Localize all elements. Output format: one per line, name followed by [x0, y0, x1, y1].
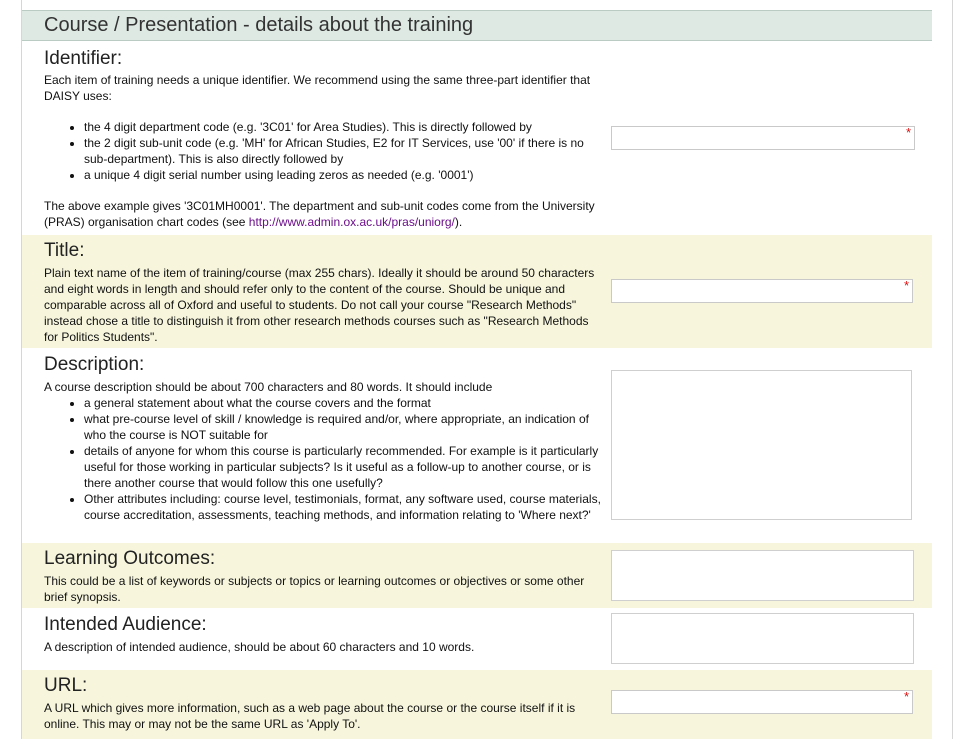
identifier-outro-end: ).	[454, 215, 463, 229]
required-marker: *	[903, 689, 909, 704]
title-heading: Title:	[44, 240, 85, 261]
intended-audience-description: A description of intended audience, should be about 60 characters and 10 words.	[44, 640, 475, 654]
list-item: • the 2 digit sub-unit code (e.g. 'MH' for African Studies, E2 for IT Services, use '00' if there is no sub-department). This is also directly followed by	[84, 135, 604, 167]
section-header	[22, 10, 932, 41]
list-item: • Other attributes including: course level, testimonials, format, any software used, course materials, course accreditation, assessments, teaching methods, and information relating to 'Where next?'	[84, 491, 604, 523]
learning-outcomes-textarea[interactable]	[611, 550, 914, 601]
url-section	[22, 670, 932, 739]
list-item: • the 4 digit department code (e.g. '3C01' for Area Studies). This is directly followed by	[84, 119, 604, 135]
list-item: • a general statement about what the course covers and the format	[84, 395, 604, 411]
list-item: • what pre-course level of skill / knowledge is required and/or, where appropriate, an indication of who the course is NOT suitable for	[84, 411, 604, 443]
identifier-section	[22, 44, 932, 234]
list-item: • details of anyone for whom this course is particularly recommended. For example is it particularly useful for those working in particular subjects? Is it useful as a follow-up to another course, or is there another course that would follow this one usefully?	[84, 443, 604, 491]
description-intro: A course description should be about 700 characters and 80 words. It should include	[44, 380, 493, 394]
list-item: • a unique 4 digit serial number using leading zeros as needed (e.g. '0001')	[84, 167, 604, 183]
description-help	[44, 379, 604, 523]
intended-audience-section	[22, 609, 932, 669]
description-bullets	[44, 395, 604, 523]
url-input[interactable]	[611, 690, 913, 714]
required-marker: *	[905, 125, 911, 140]
title-description: Plain text name of the item of training/course (max 255 chars). Ideally it should be around 50 characters and eight words in length and should refer only to the content of the course. Should be unique and comparable across all of Oxford and useful to students. Do not call your course "Research Methods" instead chose a title to distinguish it from other research methods courses such as "Research Methods for Politics Students".	[44, 266, 595, 344]
uniorg-link[interactable]: http://www.admin.ox.ac.uk/pras/uniorg/	[248, 215, 455, 229]
identifier-intro: Each item of training needs a unique identifier. We recommend using the same three-part identifier that DAISY uses:	[44, 73, 591, 103]
learning-outcomes-heading: Learning Outcomes:	[44, 548, 216, 569]
url-description: A URL which gives more information, such as a web page about the course or the course itself if it is online. This may or may not be the same URL as 'Apply To'.	[44, 701, 576, 731]
identifier-input[interactable]	[611, 126, 915, 150]
title-section	[22, 235, 932, 348]
identifier-heading: Identifier:	[44, 48, 123, 69]
identifier-bullets	[44, 119, 604, 183]
page-title: Course / Presentation - details about the training	[44, 14, 474, 36]
required-marker: *	[903, 278, 909, 293]
intended-audience-textarea[interactable]	[611, 613, 914, 664]
description-section	[22, 349, 932, 542]
right-border	[952, 0, 953, 739]
title-input[interactable]	[611, 279, 913, 303]
description-textarea[interactable]	[611, 370, 912, 520]
identifier-outro	[44, 198, 604, 230]
description-heading: Description:	[44, 354, 145, 375]
learning-outcomes-description: This could be a list of keywords or subjects or topics or learning outcomes or objectives or some other brief synopsis.	[44, 574, 585, 604]
identifier-description	[44, 72, 604, 230]
intended-audience-heading: Intended Audience:	[44, 614, 207, 635]
url-heading: URL:	[44, 675, 88, 696]
identifier-outro-text: The above example gives '3C01MH0001'. The department and sub-unit codes come from the University (PRAS) organisation chart codes (see	[44, 199, 595, 229]
learning-outcomes-section	[22, 543, 932, 608]
